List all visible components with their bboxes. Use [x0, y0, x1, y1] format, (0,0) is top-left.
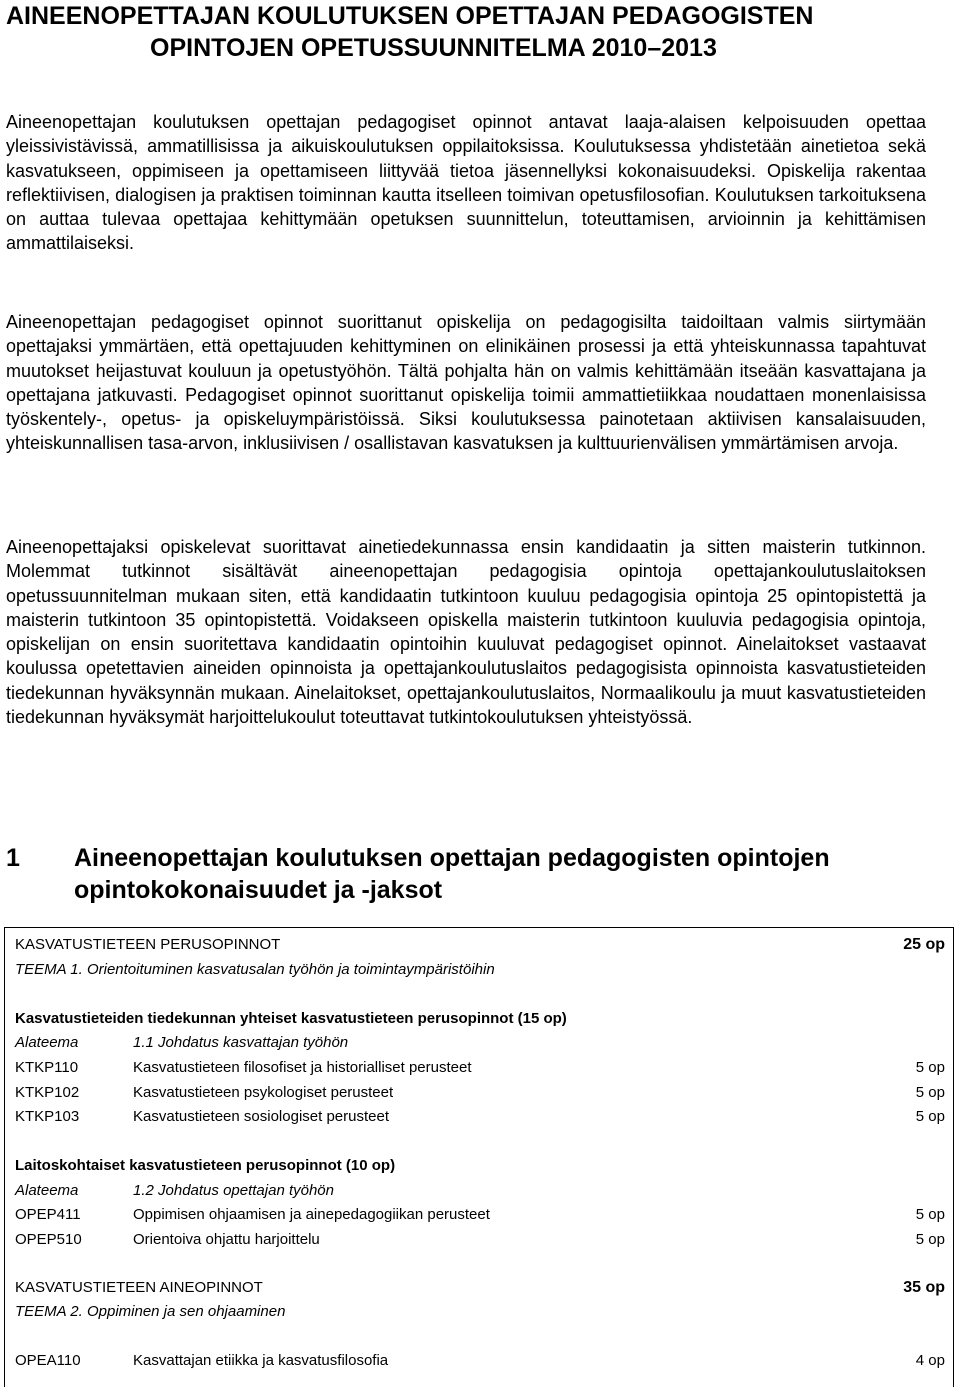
document-title-line-2: OPINTOJEN OPETUSSUUNNITELMA 2010–2013 [150, 34, 717, 62]
group-1-title: Kasvatustieteiden tiedekunnan yhteiset kasvatustieteen perusopinnot (15 op) [15, 1010, 567, 1027]
table-row [5, 1082, 953, 1104]
section-title-line-2: opintokokonaisuudet ja -jaksot [74, 876, 443, 904]
theme-2-row [5, 1301, 953, 1323]
group-2-title: Laitoskohtaiset kasvatustieteen perusopinnot (10 op) [15, 1157, 396, 1174]
course-name: Kasvatustieteen filosofiset ja historialliset perusteet [133, 1059, 472, 1076]
course-credits: 5 op [915, 1108, 945, 1125]
group-1-subtheme-row [5, 1032, 953, 1054]
section-heading [6, 842, 946, 906]
theme-1-label: TEEMA 1. Orientoituminen kasvatusalan työhön ja toimintaympäristöihin [15, 961, 495, 978]
outcomes-paragraph: Aineenopettajan pedagogiset opinnot suorittanut opiskelija on pedagogisilta taidoiltaan valmis siirtymään opettajaksi ymmärtäen, että opettajuuden kehittyminen on elinikäinen prosessi ja että yhteiskunnassa tapahtuvat muutokset heijastuvat kouluun ja opetustyöhön. Tältä pohjalta hän on valmis kehittämään itseään kasvattajana ja opettajana jatkuvasti. Pedagogiset opinnot suorittanut opiskelija toimii ammattietiikkaa noudattaen monenlaisissa työskentely-, opetus- ja opiskeluympäristöissä. Siksi koulutuksessa painotetaan aktiivisen kansalaisuuden, yhteiskunnallisen tasa-arvon, inklusiivisen / osallistavan kasvatuksen ja kulttuurienvälisen ymmärtämisen arvoja. [6, 312, 926, 454]
course-code: OPEP510 [15, 1231, 82, 1248]
section-title-line-1: Aineenopettajan koulutuksen opettajan pedagogisten opintojen [74, 844, 830, 872]
course-name: Kasvattajan etiikka ja kasvatusfilosofia [133, 1352, 389, 1369]
document-title-line-1: AINEENOPETTAJAN KOULUTUKSEN OPETTAJAN PEDAGOGISTEN [6, 2, 814, 30]
course-table [4, 927, 954, 1387]
subtheme-label: Alateema [15, 1182, 79, 1199]
course-name: Oppimisen ohjaamisen ja ainepedagogiikan perusteet [133, 1206, 490, 1223]
course-credits: 5 op [915, 1084, 945, 1101]
subtheme-title: 1.2 Johdatus opettajan työhön [133, 1182, 334, 1199]
theme-1-row [5, 959, 953, 981]
intermediate-studies-header [5, 1277, 953, 1299]
intermediate-studies-credits: 35 op [903, 1279, 945, 1296]
theme-2-label: TEEMA 2. Oppiminen ja sen ohjaaminen [15, 1303, 286, 1320]
degree-structure-paragraph: Aineenopettajaksi opiskelevat suorittavat ainetiedekunnassa ensin kandidaatin ja sitten maisterin tutkinnon. Molemmat tutkinnot sisältävät aineenopettajan pedagogisia opintoja opettajankoulutuslaitoksen opetussuunnitelman mukaan siten, että kandidaatin tutkintoon kuuluu pedagogisia opintoja 25 opintopistettä ja maisterin tutkintoon 35 opintopistettä. Voidakseen opiskella maisterin tutkintoon kuuluvia pedagogisia opintoja, opiskelijan on ensin suoritettava kandidaatin opintoihin kuuluvat pedagogiset opinnot. Ainelaitokset vastaavat koulussa opetettavien aineiden opinnoista ja opettajankoulutuslaitos pedagogisista opinnoista kasvatustieteiden tiedekunnan hyväksynnän mukaan. Ainelaitokset, opettajankoulutuslaitos, Normaalikoulu ja muut kasvatustieteiden tiedekunnan hyväksymät harjoittelukoulut toteuttavat tutkintokoulutuksen yhteistyössä. [6, 537, 926, 728]
course-name: Kasvatustieteen sosiologiset perusteet [133, 1108, 389, 1125]
basic-studies-header [5, 934, 953, 956]
course-name: Orientoiva ohjattu harjoittelu [133, 1231, 320, 1248]
intro-paragraph: Aineenopettajan koulutuksen opettajan pedagogiset opinnot antavat laaja-alaisen kelpoisuuden opettaa yleissivistävissä, ammatillisissa ja aikuiskoulutuksen oppilaitoksissa. Koulutuksessa yhdistetään ainetietoa sekä kasvatukseen, oppimiseen ja opettamiseen liittyvää tietoa jäsennellyksi kokonaisuudeksi. Opiskelija rakentaa reflektiivisen, dialogisen ja praktisen toiminnan kautta itselleen toimivan opetusfilosofian. Koulutuksen tarkoituksena on auttaa tulevaa opettajaa kehittymään opetuksen suunnittelun, toteuttamisen, arvioinnin ja kehittämisen ammattilaiseksi. [6, 112, 926, 254]
course-code: OPEA110 [15, 1352, 81, 1369]
course-name: Kasvatustieteen psykologiset perusteet [133, 1084, 394, 1101]
subtheme-title: 1.1 Johdatus kasvattajan työhön [133, 1034, 349, 1051]
basic-studies-title: KASVATUSTIETEEN PERUSOPINNOT [15, 936, 281, 953]
group-2-subtheme-row [5, 1180, 953, 1202]
basic-studies-credits: 25 op [903, 936, 945, 953]
course-credits: 5 op [915, 1206, 945, 1223]
group-2-header [5, 1155, 953, 1177]
section-title [74, 842, 830, 906]
table-row [5, 1057, 953, 1079]
table-row [5, 1229, 953, 1251]
course-credits: 4 op [915, 1352, 945, 1369]
course-code: KTKP110 [15, 1059, 79, 1076]
course-code: KTKP102 [15, 1084, 80, 1101]
subtheme-label: Alateema [15, 1034, 79, 1051]
group-1-header [5, 1008, 953, 1030]
course-credits: 5 op [915, 1231, 945, 1248]
table-row [5, 1106, 953, 1128]
table-row [5, 1204, 953, 1226]
document-title [6, 0, 936, 64]
table-row [5, 1350, 953, 1372]
course-code: OPEP411 [15, 1206, 81, 1223]
intermediate-studies-title: KASVATUSTIETEEN AINEOPINNOT [15, 1279, 263, 1296]
course-credits: 5 op [915, 1059, 945, 1076]
section-number: 1 [6, 844, 20, 872]
course-code: KTKP103 [15, 1108, 80, 1125]
